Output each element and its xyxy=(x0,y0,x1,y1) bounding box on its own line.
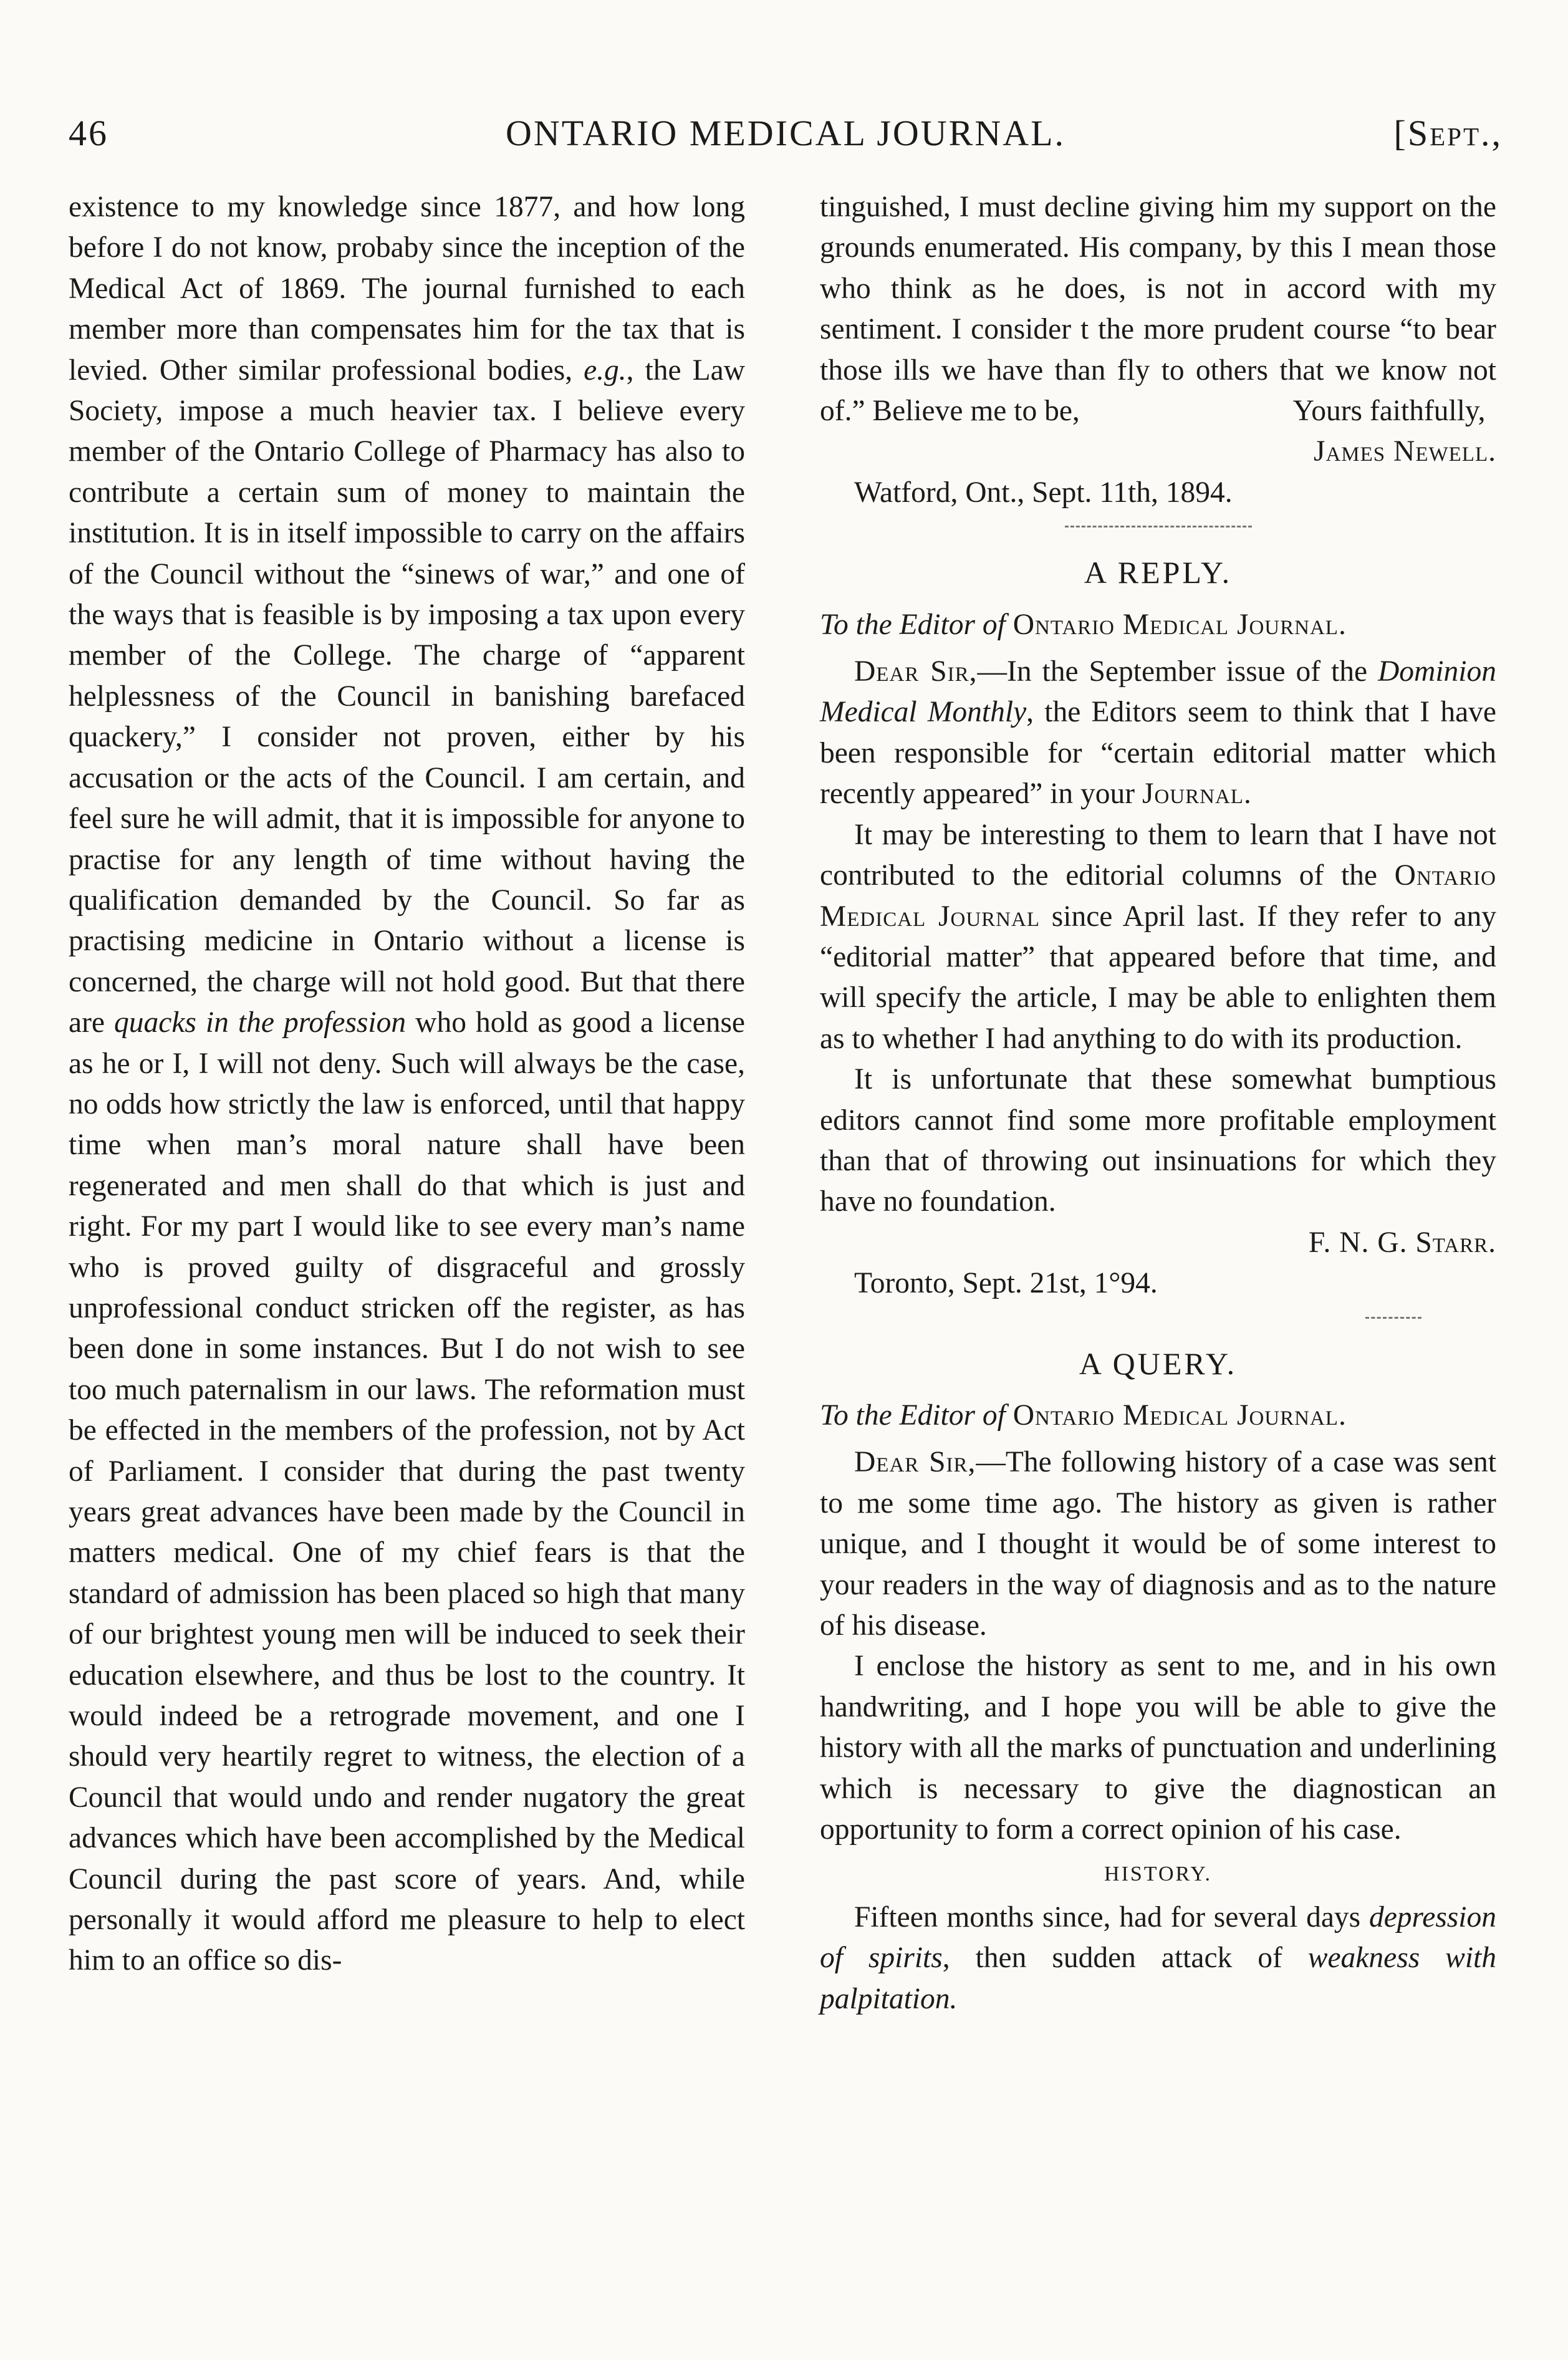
page-number: 46 xyxy=(69,113,108,153)
query-salutation: Dear Sir, xyxy=(854,1446,976,1479)
reply-salutation: Dear Sir, xyxy=(854,655,978,688)
text-run: Fifteen months since, had for several days xyxy=(854,1900,1369,1934)
text-run: , the Law Society, impose a much heavier tax. I believe every member of the Ontario College of Pharmacy has also to contribute a certain sum of money to maintain the institution. It is in itself impossible to carry on the affairs of the Council without the “sinews of war,” and one of the ways that is feasible is by imposing a tax upon every member of the College. The charge of “apparent helplessness of the Council in banishing barefaced quackery,” I consider not proven, either by his accusation or the acts of the Council. I am certain, and feel sure he will admit, that it is impossible for anyone to practise for any length of time without having the qualification demanded by the Council. So far as practising medicine in Ontario without a license is concerned, the charge will not hold good. But that there are xyxy=(69,354,745,1039)
left-column xyxy=(69,187,745,1982)
reply-signature: F. N. G. Starr. xyxy=(1308,1226,1496,1259)
letter-continuation-paragraph xyxy=(69,187,745,1982)
section-divider xyxy=(1065,526,1252,527)
text-run: since April last. If they refer to any “editorial matter” that appeared before that time, and will specify the article, I may be able to enlighten them as to whether I had anything to do with its production. xyxy=(820,900,1496,1055)
reply-paragraph-2 xyxy=(820,815,1496,1059)
text-run: tinguished, I must decline giving him my support on the grounds enumerated. His company, by this I mean those who think as he does, is not in accord with my sentiment. I consider t the more prudent course “to bear those ills we have than fly to others that we know not of.” Believe me to be, xyxy=(820,191,1496,428)
text-run: —In the September issue of the xyxy=(977,655,1378,688)
query-paragraph-2: I enclose the history as sent to me, and in his own handwriting, and I hope you will be able to give the history with all the marks of punctuation and underlining which is necessary to give the diagnostican an opportunity to form a correct opinion of his case. xyxy=(820,1650,1496,1846)
reply-paragraph-1 xyxy=(820,652,1496,815)
address-italic: To the Editor of xyxy=(820,608,1006,641)
italic-weakness: weakness with palpitation. xyxy=(820,1942,1496,2015)
letter1-dateline: Watford, Ont., Sept. 11th, 1894. xyxy=(854,476,1233,509)
reply-dateline: Toronto, Sept. 21st, 1°94. xyxy=(854,1267,1158,1300)
letter1-signature: James Newell. xyxy=(1313,435,1496,468)
address-journal: Ontario Medical Journal. xyxy=(1012,1399,1347,1432)
text-run: , then sudden attack of xyxy=(942,1942,1308,1975)
text-run: —The following history of a case was sent to me some time ago. The history as given is rather unique, and I thought it would be of some interest to your readers in the way of diagnosis and as to the nature of his disease. xyxy=(820,1446,1496,1642)
section-divider xyxy=(1365,1317,1421,1319)
page-header xyxy=(69,106,1503,162)
query-title: A QUERY. xyxy=(1079,1346,1238,1381)
reply-title: A REPLY. xyxy=(1084,555,1233,590)
text-run: who hold as good a license as he or I, I will not deny. Such will always be the case, no odds how strictly the law is enforced, until that happy time when man’s moral nature shall have been regenerated and men shall do that which is just and right. For my part I would like to see every man’s name who is proved guilty of disgraceful and grossly unprofessional conduct stricken off the register, as has been done in some instances. But I do not wish to see too much paternalism in our laws. The reformation must be effected in the members of the profession, not by Act of Parliament. I consider that during the past twenty years great advances have been made by the Council in matters medical. One of my chief fears is that the standard of admission has been placed so high that many of our brightest young men will be induced to seek their education elsewhere, and thus be lost to the country. It would indeed be a retrograde movement, and one I should very heartily regret to witness, the election of a Council that would undo and render nugatory the great advances which have been accomplished by the Medical Council during the past score of years. And, while personally it would afford me pleasure to help to elect him to an office so dis- xyxy=(69,1006,746,1977)
letter1-closing: Yours faithfully, xyxy=(1292,395,1486,428)
query-address xyxy=(820,1395,1496,1436)
italic-depression: depression of spirits xyxy=(820,1900,1496,1975)
letter1-continuation xyxy=(820,187,1496,431)
journal-name: Journal. xyxy=(1142,778,1252,811)
query-paragraph-1 xyxy=(820,1442,1496,1646)
address-italic: To the Editor of xyxy=(820,1399,1006,1432)
italic-publication: Dominion Medical Monthly xyxy=(820,655,1496,729)
address-journal: Ontario Medical Journal. xyxy=(1012,608,1347,641)
text-run: existence to my knowledge since 1877, and how long before I do not know, probaby since the inception of the Medical Act of 1869. The journal furnished to each member more than compensates him for the tax that is levied. Other similar professional bodies, xyxy=(69,191,745,387)
reply-address xyxy=(820,605,1496,645)
italic-quacks-phrase: quacks in the profession xyxy=(114,1006,406,1039)
italic-eg: e.g. xyxy=(584,354,627,387)
history-paragraph xyxy=(820,1897,1496,2020)
reply-paragraph-3: It is unfortunate that these somewhat bumptious editors cannot find some more profitable employment than that of throwing out insinuations for which they have no foundation. xyxy=(820,1063,1496,1218)
issue-month: [Sept., xyxy=(1393,113,1503,153)
right-column xyxy=(820,187,1496,2020)
journal-name: Ontario Medical Journal xyxy=(820,859,1496,933)
text-run: It may be interesting to them to learn that I have not contributed to the editorial columns of the xyxy=(820,818,1496,892)
running-title: ONTARIO MEDICAL JOURNAL. xyxy=(505,113,1066,153)
text-run: , the Editors seem to think that I have been responsible for “certain editorial matter which recently appeared” in your xyxy=(820,696,1496,811)
history-heading: HISTORY. xyxy=(1104,1862,1212,1886)
